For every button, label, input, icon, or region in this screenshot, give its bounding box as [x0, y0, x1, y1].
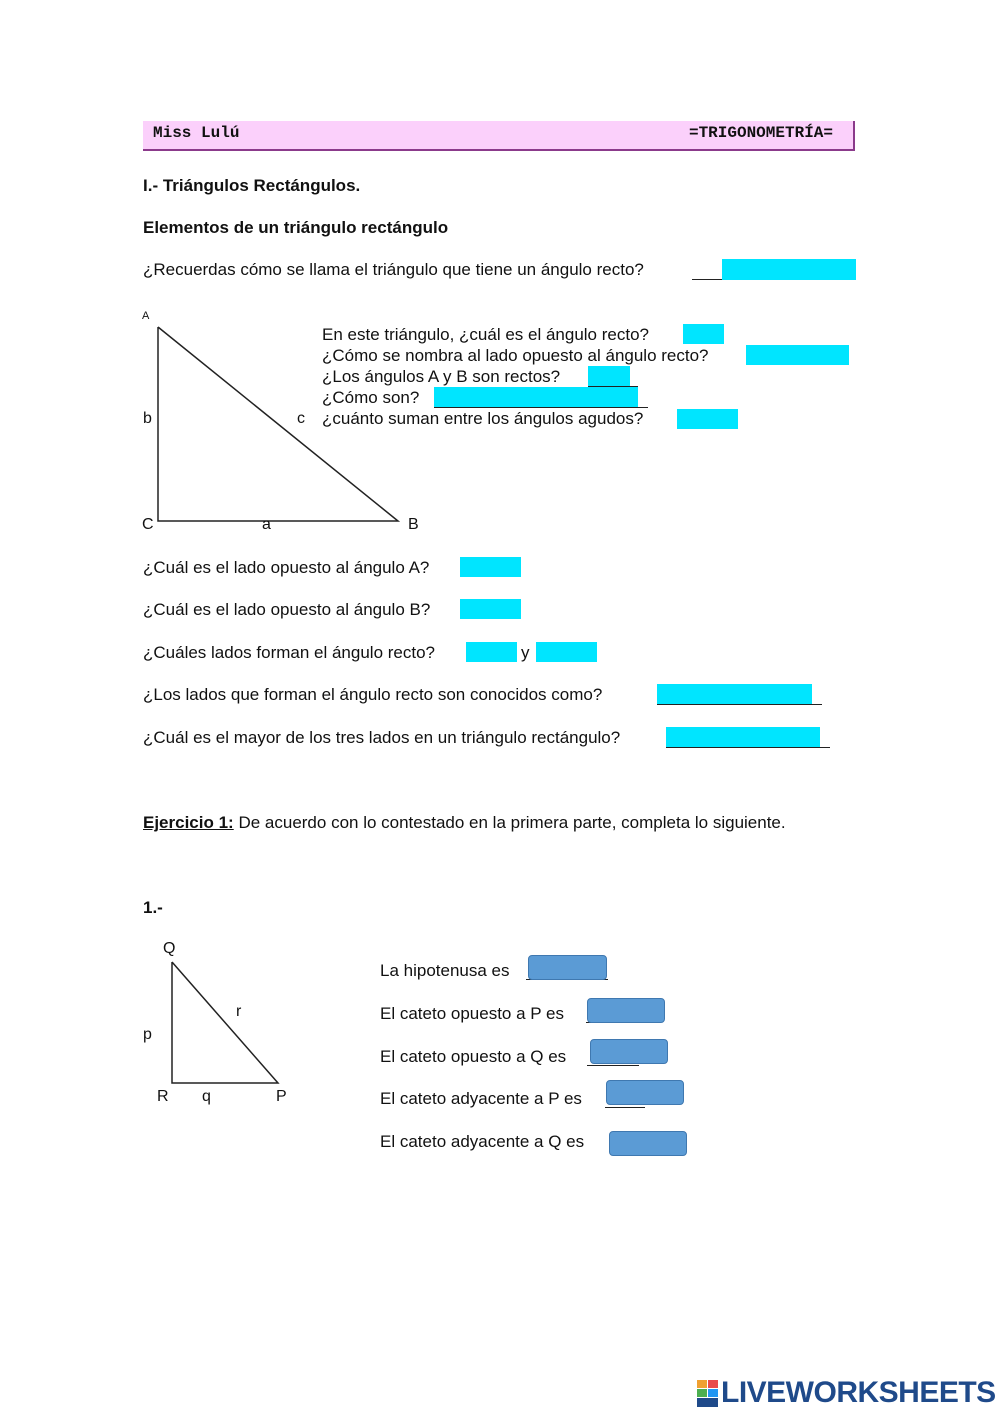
side-b: b	[143, 410, 152, 427]
exercise-item-3: El cateto opuesto a Q es	[380, 1047, 567, 1066]
exercise-item-1: La hipotenusa es	[380, 961, 510, 980]
answer-field-hypotenuse[interactable]	[528, 955, 607, 980]
side-question-5: ¿cuánto suman entre los ángulos agudos?	[322, 409, 644, 428]
vertex-r: R	[157, 1088, 169, 1105]
logo-mark-icon	[697, 1380, 719, 1408]
answer-field-angles-right[interactable]	[588, 366, 630, 386]
vertex-b: B	[408, 516, 419, 533]
vertex-a: A	[142, 310, 150, 322]
header-subject: =TRIGONOMETRÍA=	[688, 124, 833, 142]
answer-field-intro[interactable]	[722, 259, 856, 280]
right-triangle-pqr	[160, 955, 290, 1090]
exercise-item-5: El cateto adyacente a Q es	[380, 1132, 585, 1151]
question-2: ¿Cuál es el lado opuesto al ángulo B?	[143, 600, 431, 619]
answer-field-how-are[interactable]	[434, 387, 638, 407]
side-c: c	[297, 410, 305, 427]
item-number: 1.-	[143, 898, 163, 917]
answer-underline	[657, 704, 822, 705]
brand-name: LIVEWORKSHEETS	[721, 1376, 996, 1409]
question-5: ¿Cuál es el mayor de los tres lados en un triángulo rectángulo?	[143, 728, 621, 747]
answer-field-sum[interactable]	[677, 409, 738, 429]
vertex-p: P	[276, 1088, 287, 1105]
side-question-3: ¿Los ángulos A y B son rectos?	[322, 367, 561, 386]
question-1: ¿Cuál es el lado opuesto al ángulo A?	[143, 558, 430, 577]
answer-field-legs-name[interactable]	[657, 684, 812, 704]
answer-field-hypotenuse-name[interactable]	[746, 345, 849, 365]
question-intro: ¿Recuerdas cómo se llama el triángulo que tiene un ángulo recto?	[143, 260, 644, 279]
question-4: ¿Los lados que forman el ángulo recto son conocidos como?	[143, 685, 603, 704]
vertex-c: C	[142, 516, 154, 533]
exercise-item-2: El cateto opuesto a P es	[380, 1004, 564, 1023]
answer-field-opposite-q[interactable]	[590, 1039, 668, 1064]
side-q: q	[202, 1088, 211, 1105]
section-title: I.- Triángulos Rectángulos.	[143, 176, 361, 195]
answer-field-opposite-b[interactable]	[460, 599, 521, 619]
answer-field-leg-2[interactable]	[536, 642, 597, 662]
side-a: a	[262, 516, 271, 533]
side-question-1: En este triángulo, ¿cuál es el ángulo recto?	[322, 325, 649, 344]
and-word: y	[521, 643, 530, 662]
exercise-label: Ejercicio 1:	[143, 813, 234, 832]
answer-underline	[434, 407, 648, 408]
answer-underline	[666, 747, 830, 748]
exercise-item-4: El cateto adyacente a P es	[380, 1089, 582, 1108]
answer-field-opposite-a[interactable]	[460, 557, 521, 577]
question-3: ¿Cuáles lados forman el ángulo recto?	[143, 643, 435, 662]
header-author: Miss Lulú	[153, 124, 240, 142]
answer-field-largest-side[interactable]	[666, 727, 820, 747]
triangle-pqr-outline	[172, 962, 278, 1083]
answer-underline	[587, 1065, 639, 1066]
side-p: p	[143, 1026, 152, 1043]
exercise-line	[143, 813, 786, 833]
answer-field-right-angle[interactable]	[683, 324, 724, 344]
subtitle: Elementos de un triángulo rectángulo	[143, 218, 449, 237]
answer-field-adjacent-p[interactable]	[606, 1080, 684, 1105]
vertex-q: Q	[163, 940, 176, 957]
side-r: r	[236, 1003, 242, 1020]
answer-field-adjacent-q[interactable]	[609, 1131, 687, 1156]
header-bar	[143, 121, 855, 151]
answer-field-opposite-p[interactable]	[587, 998, 665, 1023]
side-question-2: ¿Cómo se nombra al lado opuesto al ángulo recto?	[322, 346, 709, 365]
side-question-4: ¿Cómo son?	[322, 388, 420, 407]
answer-field-leg-1[interactable]	[466, 642, 517, 662]
answer-underline	[605, 1107, 645, 1108]
exercise-text: De acuerdo con lo contestado en la primera parte, completa lo siguiente.	[238, 813, 786, 832]
